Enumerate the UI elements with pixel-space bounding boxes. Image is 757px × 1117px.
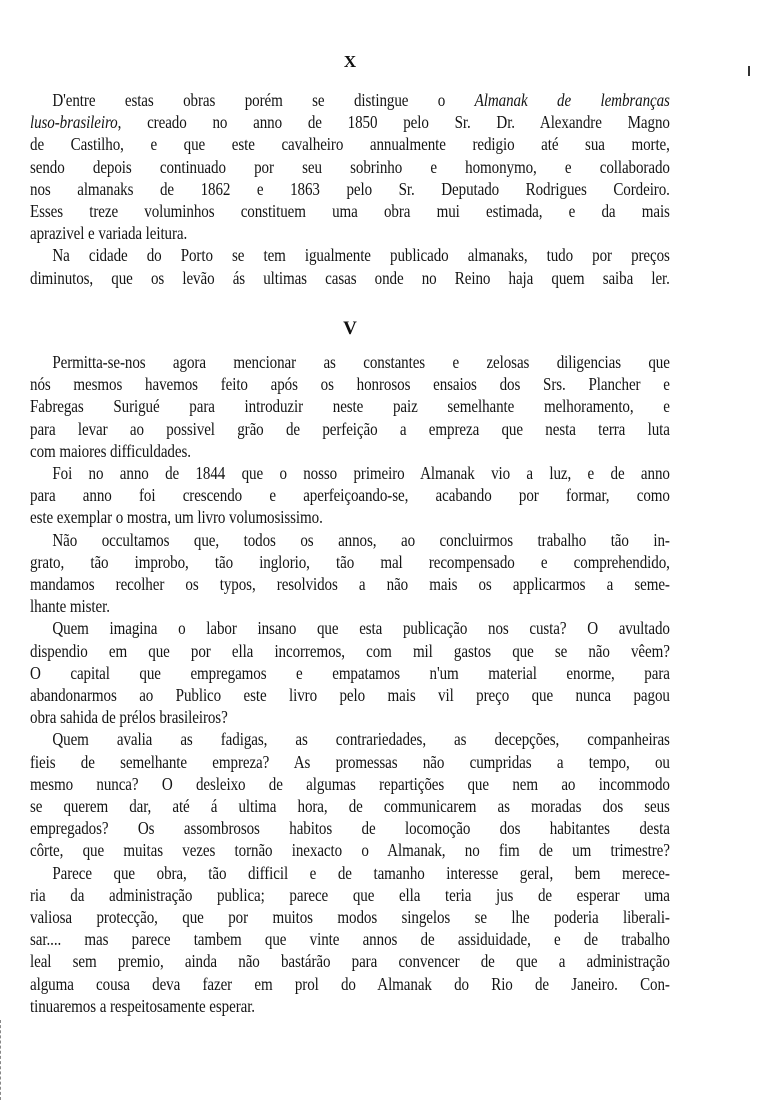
text-line: Fabregas Surigué para introduzir neste paiz semelhante melhoramento, e (30, 396, 670, 417)
text-line: lhante mister. (30, 596, 110, 617)
text-line: para anno foi crescendo e aperfeiçoando-se, acabando por formar, como (30, 485, 670, 506)
text-line: abandonarmos ao Publico este livro pelo mais vil preço que nunca pagou (30, 685, 670, 705)
text-line: D'entre estas obras porém se distingue o Almanak de lembranças (52, 90, 670, 110)
text-line: dispendio em que por ella incorremos, com mil gastos que se não vêem? (30, 640, 670, 661)
text-line: sendo depois continuado por seu sobrinho e homonymo, e collaborado (30, 156, 670, 177)
text-line: diminutos, que os levão ás ultimas casas onde no Reino haja quem saiba ler. (30, 267, 670, 288)
text-line: nos almanaks de 1862 e 1863 pelo Sr. Deputado Rodrigues Cordeiro. (30, 178, 670, 199)
text-line: leal sem premio, ainda não bastárão para convencer de que a administração (30, 951, 670, 972)
scan-edge-artifact (0, 1020, 3, 1100)
section-heading-v: V (343, 318, 357, 339)
text-line: empregados? Os assombrosos habitos de locomoção dos habitantes desta (30, 818, 670, 839)
text-line: Não occultamos que, todos os annos, ao concluirmos trabalho tão in- (52, 529, 670, 550)
text-line: Esses treze voluminhos constituem uma obra mui estimada, e da mais (30, 201, 670, 221)
text-line: Na cidade do Porto se tem igualmente publicado almanaks, tudo por preços (52, 245, 670, 266)
text-line: grato, tão improbo, tão inglorio, tão mal recompensado e comprehendido, (30, 551, 670, 572)
text-line: Foi no anno de 1844 que o nosso primeiro Almanak vio a luz, e de anno (52, 463, 670, 483)
text-line: Quem imagina o labor insano que esta publicação nos custa? O avultado (52, 618, 670, 639)
text-line: tinuaremos a respeitosamente esperar. (30, 995, 255, 1016)
text-line: fieis de semelhante empreza? As promessas não cumpridas a tempo, ou (30, 751, 670, 772)
text-line: sar.... mas parece tambem que vinte annos de assiduidade, e de trabalho (30, 929, 670, 950)
text-line: O capital que empregamos e empatamos n'um material enorme, para (30, 662, 670, 683)
text-line: este exemplar o mostra, um livro volumosissimo. (30, 507, 323, 528)
text-line: nós mesmos havemos feito após os honrosos ensaios dos Srs. Plancher e (30, 374, 670, 395)
text-line: para levar ao possivel grão de perfeição a empreza que nesta terra luta (30, 418, 670, 439)
text-line: Permitta-se-nos agora mencionar as constantes e zelosas diligencias que (52, 352, 670, 372)
text-line: mesmo nunca? O desleixo de algumas repartições que nem ao incommodo (30, 773, 670, 794)
page-number: X (343, 52, 357, 71)
text-line: valiosa protecção, que por muitos modos singelos se lhe poderia liberali- (30, 907, 670, 927)
text-line: aprazivel e variada leitura. (30, 223, 188, 244)
text-line: obra sahida de prélos brasileiros? (30, 707, 228, 728)
text-line: mandamos recolher os typos, resolvidos a não mais os applicarmos a seme- (30, 574, 670, 594)
text-line: Parece que obra, tão difficil e de tamanho interesse geral, bem merece- (52, 862, 670, 883)
text-line: ria da administração publica; parece que ella teria jus de esperar uma (30, 884, 670, 905)
text-line: luso-brasileiro, creado no anno de 1850 pelo Sr. Dr. Alexandre Magno (30, 112, 670, 133)
text-line: Quem avalia as fadigas, as contrariedades, as decepções, companheiras (52, 729, 670, 750)
text-line: côrte, que muitas vezes tornão inexacto o Almanak, no fim de um trimestre? (30, 840, 670, 861)
text-line: se querem dar, até á ultima hora, de communicarem as moradas dos seus (30, 796, 670, 816)
scan-artifact-mark (748, 66, 750, 76)
text-line: de Castilho, e que este cavalheiro annualmente redigio até sua morte, (30, 134, 670, 155)
text-line: com maiores difficuldades. (30, 440, 191, 461)
text-line: alguma cousa deva fazer em prol do Almanak do Rio de Janeiro. Con- (30, 973, 670, 994)
